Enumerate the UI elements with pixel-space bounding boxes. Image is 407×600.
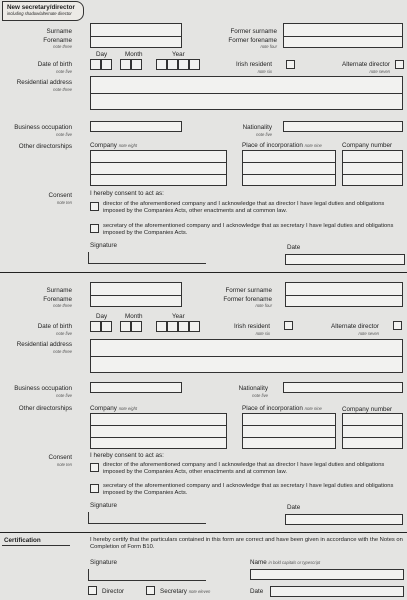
company-number-header: Company number xyxy=(342,406,393,413)
directorships-place-field[interactable] xyxy=(242,413,336,449)
divider xyxy=(242,162,336,163)
company-number-header: Company number xyxy=(342,142,393,149)
divider xyxy=(342,174,403,175)
dob-month-2[interactable] xyxy=(131,321,142,332)
divider xyxy=(285,295,403,296)
business-occupation-field[interactable] xyxy=(90,121,182,132)
date-label: Date xyxy=(287,504,301,511)
note-three: note three xyxy=(53,87,72,92)
dob-month-2[interactable] xyxy=(131,59,142,70)
business-occupation-label: Business occupation xyxy=(14,385,72,392)
date-field[interactable] xyxy=(285,254,405,265)
consent-secretary-checkbox[interactable] xyxy=(90,224,99,233)
note-three: note three xyxy=(53,303,72,308)
directorships-company-field[interactable] xyxy=(90,150,227,186)
nationality-field[interactable] xyxy=(283,382,403,393)
section-header xyxy=(2,1,84,21)
signature-field[interactable] xyxy=(88,252,206,264)
divider xyxy=(90,93,403,94)
dob-label: Date of birth xyxy=(37,61,72,68)
former-forename-label: Former forename xyxy=(228,37,277,44)
heading-underline xyxy=(2,545,70,546)
nationality-label: Nationality xyxy=(238,385,268,392)
note-seven: note seven xyxy=(369,69,390,74)
consent-intro: I hereby consent to act as: xyxy=(90,190,164,197)
block-separator xyxy=(0,272,407,273)
certification-name-field[interactable] xyxy=(250,569,404,580)
forename-label: Forename xyxy=(43,37,72,44)
note-four: note four xyxy=(260,44,277,49)
consent-secretary-text: secretary of the aforementioned company and I acknowledge that as secretary I have legal duties and obligations imposed by the Companies Acts. xyxy=(103,483,394,496)
directorships-number-field[interactable] xyxy=(342,413,403,449)
dob-month-1[interactable] xyxy=(120,321,131,332)
note-ten: note ten xyxy=(56,200,72,205)
residential-address-label: Residential address xyxy=(16,341,72,348)
certification-heading: Certification xyxy=(4,537,41,544)
note-five: note five xyxy=(56,331,72,336)
divider xyxy=(342,437,403,438)
certification-date-field[interactable] xyxy=(270,586,404,597)
dob-label: Date of birth xyxy=(37,323,72,330)
dob-year-2[interactable] xyxy=(167,59,178,70)
day-label: Day xyxy=(96,313,108,320)
consent-secretary-checkbox[interactable] xyxy=(90,484,99,493)
date-label: Date xyxy=(287,244,301,251)
consent-secretary-text: secretary of the aforementioned company and I acknowledge that as secretary I have legal duties and obligations imposed by the Companies Acts. xyxy=(103,223,394,236)
note-ten: note ten xyxy=(56,462,72,467)
dob-day-1[interactable] xyxy=(90,59,101,70)
signature-label: Signature xyxy=(90,502,117,509)
note-five: note five xyxy=(256,132,272,137)
consent-director-checkbox[interactable] xyxy=(90,463,99,472)
certification-director-checkbox[interactable] xyxy=(88,586,97,595)
day-label: Day xyxy=(96,51,108,58)
nationality-field[interactable] xyxy=(283,121,403,132)
note-three: note three xyxy=(53,349,72,354)
note-four: note four xyxy=(255,303,272,308)
certification-signature-field[interactable] xyxy=(88,569,206,581)
divider xyxy=(283,36,403,37)
note-five: note five xyxy=(252,393,268,398)
surname-label: Surname xyxy=(46,28,72,35)
business-occupation-field[interactable] xyxy=(90,382,182,393)
alternate-director-label: Alternate director xyxy=(331,323,379,330)
note-seven: note seven xyxy=(358,331,379,336)
note-five: note five xyxy=(56,393,72,398)
dob-year-1[interactable] xyxy=(156,59,167,70)
alternate-director-checkbox[interactable] xyxy=(393,321,402,330)
note-three: note three xyxy=(53,44,72,49)
consent-director-text: director of the aforementioned company and I acknowledge that as director I have legal duties and obligations imposed by the Companies Acts, other enactments and at common law. xyxy=(103,201,385,214)
divider xyxy=(342,425,403,426)
year-label: Year xyxy=(172,51,185,58)
former-forename-label: Former forename xyxy=(223,296,272,303)
directorships-number-field[interactable] xyxy=(342,150,403,186)
former-surname-label: Former surname xyxy=(230,28,277,35)
consent-director-text: director of the aforementioned company and I acknowledge that as director I have legal duties and obligations imposed by the Companies Acts, other enactments and at common law. xyxy=(103,462,385,475)
certification-text: I hereby certify that the particulars contained in this form are correct and have been given in accordance with the Notes on Completion of Form B10. xyxy=(90,537,403,550)
divider xyxy=(242,437,336,438)
other-directorships-label: Other directorships xyxy=(18,143,72,150)
directorships-place-field[interactable] xyxy=(242,150,336,186)
consent-intro: I hereby consent to act as: xyxy=(90,452,164,459)
dob-year-4[interactable] xyxy=(189,321,200,332)
certification-secretary-checkbox[interactable] xyxy=(146,586,155,595)
note-six: note six xyxy=(255,331,270,336)
certification-director-label: Director xyxy=(102,588,125,595)
year-label: Year xyxy=(172,313,185,320)
irish-resident-label: Irish resident xyxy=(233,323,270,330)
divider xyxy=(90,425,227,426)
company-header: Company note eight xyxy=(90,405,138,412)
divider xyxy=(90,162,227,163)
divider xyxy=(90,174,227,175)
certification-name-label: Name in bold capitals or typescript xyxy=(250,559,321,566)
dob-year-2[interactable] xyxy=(167,321,178,332)
section-title: New secretary/director xyxy=(7,4,75,11)
alternate-director-checkbox[interactable] xyxy=(395,60,404,69)
dob-year-3[interactable] xyxy=(178,59,189,70)
certification-secretary-label: Secretary note eleven xyxy=(160,588,211,595)
irish-resident-checkbox[interactable] xyxy=(286,60,295,69)
nationality-label: Nationality xyxy=(242,124,272,131)
note-six: note six xyxy=(257,69,272,74)
consent-label: Consent xyxy=(48,192,72,199)
note-five: note five xyxy=(56,132,72,137)
month-label: Month xyxy=(125,51,143,58)
dob-year-4[interactable] xyxy=(189,59,200,70)
note-five: note five xyxy=(56,69,72,74)
residential-address-label: Residential address xyxy=(16,79,72,86)
dob-day-2[interactable] xyxy=(101,321,112,332)
surname-label: Surname xyxy=(46,287,72,294)
alternate-director-label: Alternate director xyxy=(342,61,390,68)
dob-day-1[interactable] xyxy=(90,321,101,332)
divider xyxy=(90,295,182,296)
divider xyxy=(90,437,227,438)
irish-resident-checkbox[interactable] xyxy=(284,321,293,330)
other-directorships-label: Other directorships xyxy=(18,405,72,412)
dob-month-1[interactable] xyxy=(120,59,131,70)
irish-resident-label: Irish resident xyxy=(235,61,272,68)
signature-field[interactable] xyxy=(88,512,206,524)
divider xyxy=(90,36,182,37)
dob-day-2[interactable] xyxy=(101,59,112,70)
section-subtitle: including shadow/alternate director xyxy=(7,11,72,16)
consent-label: Consent xyxy=(48,454,72,461)
certification-signature-label: Signature xyxy=(90,559,117,566)
divider xyxy=(342,162,403,163)
dob-year-1[interactable] xyxy=(156,321,167,332)
business-occupation-label: Business occupation xyxy=(14,124,72,131)
certification-separator xyxy=(0,532,407,533)
forename-label: Forename xyxy=(43,296,72,303)
certification-date-label: Date xyxy=(250,588,264,595)
place-of-incorporation-header: Place of incorporation note nine xyxy=(242,142,322,149)
company-header: Company note eight xyxy=(90,142,138,149)
former-surname-label: Former surname xyxy=(225,287,272,294)
divider xyxy=(90,356,403,357)
consent-director-checkbox[interactable] xyxy=(90,202,99,211)
divider xyxy=(242,174,336,175)
divider xyxy=(242,425,336,426)
dob-year-3[interactable] xyxy=(178,321,189,332)
place-of-incorporation-header: Place of incorporation note nine xyxy=(242,405,322,412)
month-label: Month xyxy=(125,313,143,320)
date-field[interactable] xyxy=(285,514,403,525)
signature-label: Signature xyxy=(90,242,117,249)
directorships-company-field[interactable] xyxy=(90,413,227,449)
